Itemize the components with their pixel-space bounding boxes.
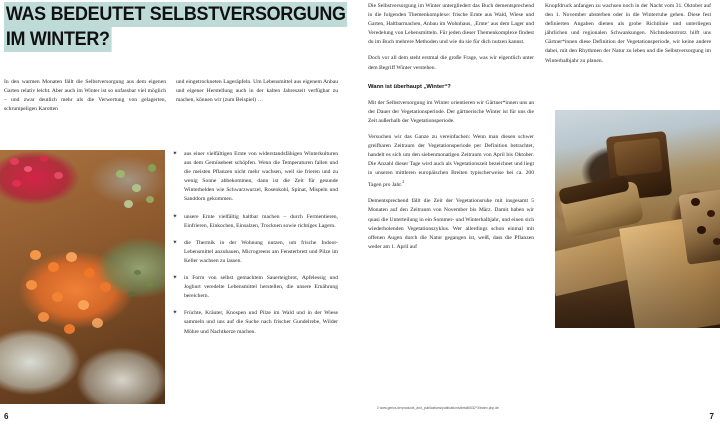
page-title-line-2: IM WINTER? — [5, 28, 110, 50]
right-paragraph-3: Mit der Selbstversorgung im Winter orientieren wir Gärtner*innen uns an der Dauer der Vegetationsperiode. Der gärtnerische Winter ist für uns die Zeit außerhalb der Vegetationsperiode. — [368, 99, 534, 124]
star-bullet-icon: ✴ — [172, 213, 178, 220]
bullet-list — [172, 150, 338, 345]
star-bullet-icon: ✴ — [172, 151, 178, 157]
intro-paragraph-2: und eingetrockneten Lageräpfeln. Um Lebensmittel aus eigenem Anbau und eigener Herstellung auch in der kalten Jahreszeit verfügbar zu machen, können wir (zum Beispiel) … — [176, 79, 338, 104]
page-number-right: 7 — [709, 412, 714, 421]
page-number-left: 6 — [4, 412, 9, 421]
frozen-vegetables-photo — [0, 150, 165, 404]
page-title — [4, 2, 346, 52]
list-item-text: in Form von selbst gemachtem Sauerteigbrot, Apfelessig und Joghurt veredelte Lebensmittel herstellen, die unsere Ernährung bereichern. — [184, 275, 338, 300]
list-item — [172, 309, 338, 336]
list-item-text: unsere Ernte vielfältig haltbar machen – durch Fermentieren, Einfrieren, Einkochen, Einsalzen, Trocknen sowie richtiges Lagern. — [184, 213, 338, 229]
star-bullet-icon: ✴ — [172, 275, 178, 282]
right-column-b — [545, 2, 711, 66]
section-subheading: Wann ist überhaupt „Winter“? — [368, 83, 451, 90]
right-paragraph-5: Dementsprechend fällt die Zeit der Vegetationsruhe mit insgesamt 5 Monaten auf den Zeitraum von November bis März. Damit haben wir quasi die Unterteilung in ein Sommer- und Winterhalbjahr, und einen sich wiederholenden Vegetationszyklus. Wer allerdings schon einmal mit offenen Augen durch die Natur gegangen ist, weiß, dass die Pflanzen weder am 1. April auf — [368, 198, 534, 250]
right-paragraph-4-text: Versuchen wir das Ganze zu vereinfachen: Wenn man diesen schwer greifbaren Zeitraum der Vegetationsperiode per Definition betrachtet, handelt es sich um den siebenmonatigen Zeitraum von April bis Oktober. Die Anzahl dieser Tage wird auch als Vegetationszeit bezeichnet und liegt in unseren mittleren europäischen Breiten typischerweise bei ca. 200 Tagen pro Jahr. — [368, 133, 534, 189]
intro-column-1 — [4, 78, 166, 114]
intro-paragraph-1: In den warmen Monaten fällt die Selbstversorgung aus dem eigenen Garten relativ leicht. Aber auch im Winter ist so unfassbar viel möglich – und zwar deutlich mehr als die Verwertung von gelagerten, schrumpeligen Karotten — [4, 79, 166, 113]
right-paragraph-2: Doch vor all dem steht erstmal die große Frage, was wir eigentlich unter dem Begriff Winter verstehen. — [368, 55, 534, 71]
right-paragraph-4 — [368, 133, 534, 190]
list-item-text: die Thermik in der Wohnung nutzen, um frische Indoor-Lebensmittel anzubauen, Microgreens am Fensterbrett und Pilze im Keller wachsen zu lassen. — [184, 239, 338, 264]
footnote-source: 2 www.gerics.de/products_and_publications/publications/detail0632^3/index.php.de — [377, 406, 499, 410]
list-item-text: Früchte, Kräuter, Knospen und Pilze im Wald und in der Wiese sammeln und uns auf die Suche nach frischer Gundelrebe, Wilder Möhre und Nachtkerze machen. — [184, 310, 338, 335]
right-paragraph-1: Die Selbstversorgung im Winter untergliedert das Buch dementsprechend in die folgenden Themenkomplexe: frische Ernte aus Wald, Wiese und Garten, Haltbarmachen, Anbau im Wohnhaus, ‚Ernte‘ aus dem Lager und Veredelung von Lebensmitteln. Für jeden dieser Themenkomplexe findest du im Buch mehrere Methoden und wie du sie für dich nutzen kannst. — [368, 3, 534, 46]
page-title-line-1: WAS BEDEUTET SELBSTVERSORGUNG — [5, 3, 346, 25]
right-page — [360, 0, 720, 425]
list-item — [172, 274, 338, 301]
footnote-marker: 2 — [402, 180, 405, 185]
intro-columns — [4, 78, 338, 114]
list-item — [172, 150, 338, 205]
star-bullet-icon: ✴ — [172, 239, 178, 246]
right-column-b-paragraph-1: Knopfdruck anfangen zu wachsen noch in der Nacht vom 31. Oktober auf den 1. November absterben oder in die Winterruhe gehen. Diese fest definierten Angaben dienen als grobe Richtlinie und unterliegen jährlichen und regionalen Schwankungen. Nichtsdestotrotz hilft uns Gärtner*innen diese Definition der Vegetationsperiode, wir keine andere dabei, mit den Rhythmen der Natur zu leben und die Selbstversorgung im Winterhalbjahr zu planen. — [545, 3, 711, 64]
list-item-text: aus einer vielfältigen Ernte von widerstandsfähigen Winterkulturen aus dem Gemüsebeet schöpfen. Wenn die Temperaturen fallen und die meisten Pflanzen nicht mehr wachsen, weil sie frieren und zu wenig Sonne abbekommen, dann ist die Zeit für gesunde Winterhelden wie Schwarzwurzel, Rosenkohl, Spinat, Mispeln und Sanddorn gekommen. — [184, 151, 338, 203]
sourdough-bread-photo — [555, 110, 720, 328]
intro-column-2 — [176, 78, 338, 114]
star-bullet-icon: ✴ — [172, 310, 178, 317]
list-item — [172, 213, 338, 231]
list-item — [172, 239, 338, 266]
right-column-a — [368, 2, 534, 252]
